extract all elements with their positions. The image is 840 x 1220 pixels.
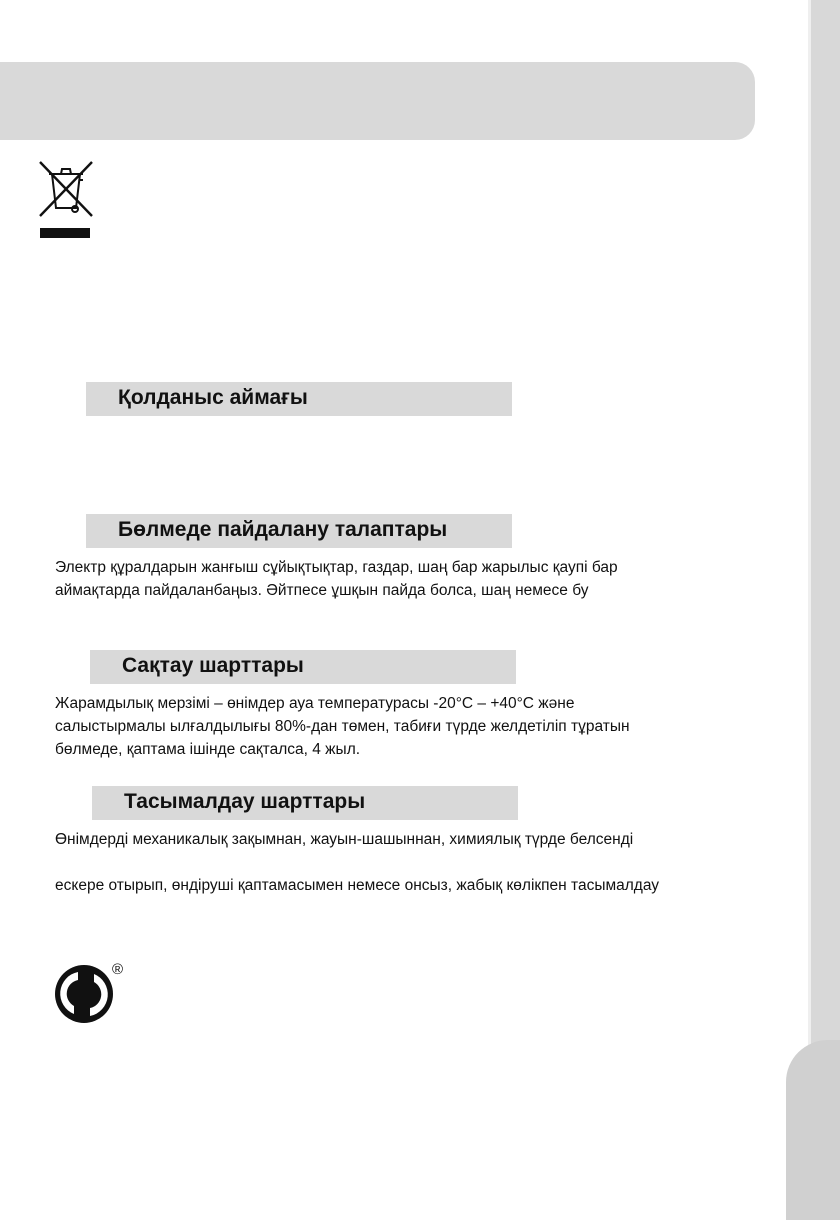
transport-text-cont	[55, 874, 659, 897]
section-transport	[92, 786, 518, 820]
text-line: Өнімдерді механикалық зақымнан, жауын-шашыннан, химиялық түрде белсенді	[55, 831, 634, 848]
room-requirements-text	[55, 556, 618, 602]
page-corner-tab	[786, 1040, 840, 1220]
section-title-storage: Сақтау шарттары	[122, 654, 304, 677]
section-title-usage-area: Қолданыс аймағы	[118, 386, 308, 409]
section-title-room-requirements: Бөлмеде пайдалану талаптары	[118, 518, 448, 541]
text-line: аймақтарда пайдаланбаңыз. Әйтпесе ұшқын пайда болса, шаң немесе бу	[55, 582, 589, 599]
storage-text	[55, 692, 630, 761]
text-line: Электр құралдарын жанғыш сұйықтықтар, газдар, шаң бар жарылыс қаупі бар	[55, 559, 618, 576]
section-usage-area	[86, 382, 512, 416]
green-dot-icon	[54, 960, 130, 1024]
weee-bin-icon	[36, 158, 96, 240]
section-storage	[90, 650, 516, 684]
section-title-transport: Тасымалдау шарттары	[124, 790, 366, 813]
header-bar	[0, 62, 755, 140]
text-line: Жарамдылық мерзімі – өнімдер ауа температурасы -20°C – +40°C және	[55, 695, 575, 712]
section-room-requirements	[86, 514, 512, 548]
registered-mark: ®	[112, 961, 124, 978]
text-line: салыстырмалы ылғалдылығы 80%-дан төмен, табиғи түрде желдетіліп тұратын	[55, 718, 630, 735]
page-edge-strip	[808, 0, 840, 1192]
transport-text	[55, 828, 633, 851]
text-line: ескере отырып, өндіруші қаптамасымен немесе онсыз, жабық көлікпен тасымалдау	[55, 877, 660, 894]
text-line: бөлмеде, қаптама ішінде сақталса, 4 жыл.	[55, 741, 361, 758]
